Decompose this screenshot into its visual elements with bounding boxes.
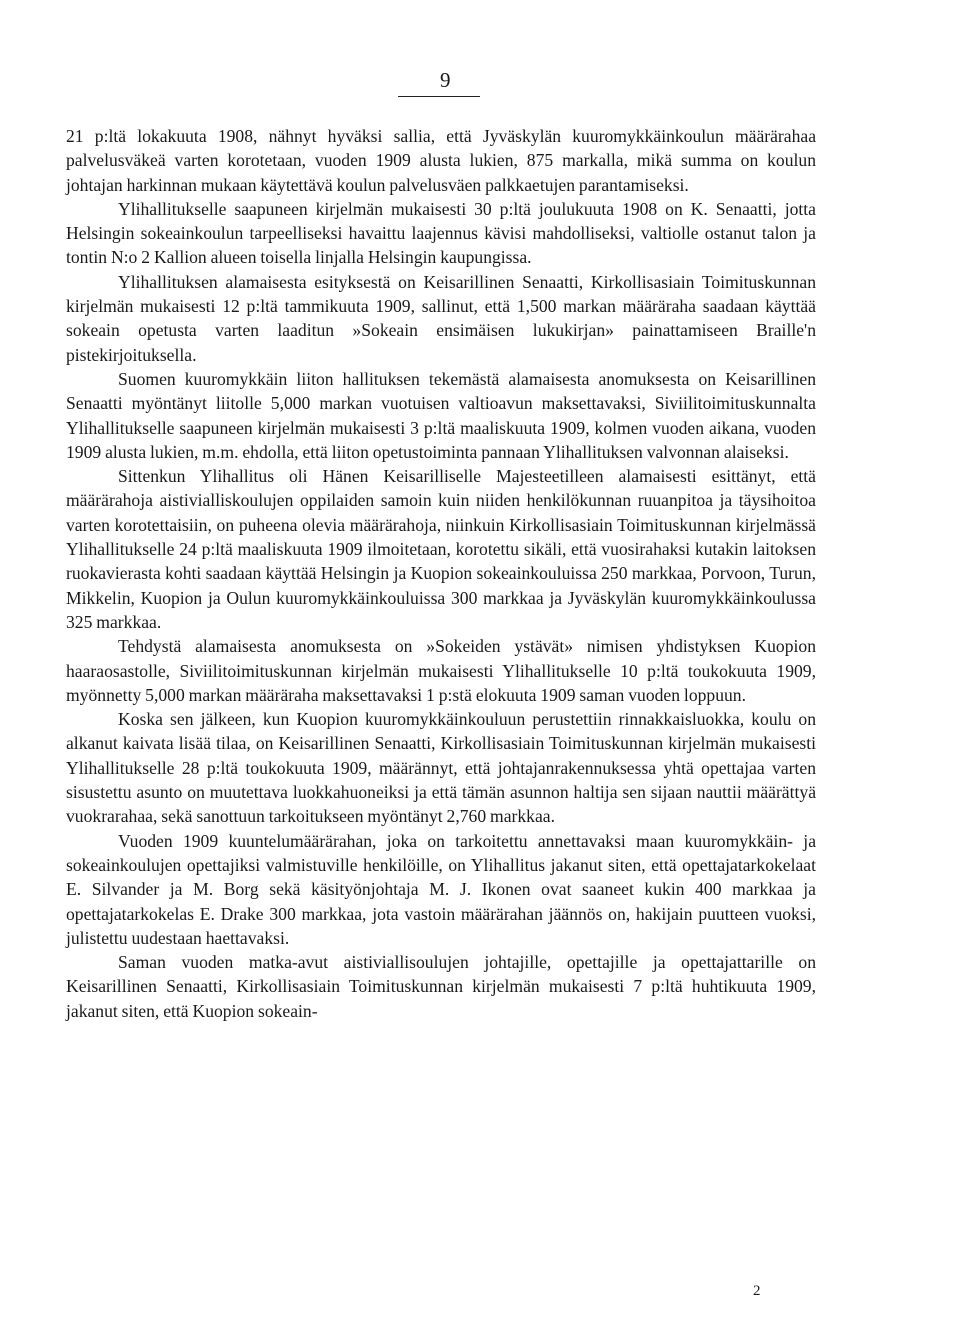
paragraph-5: Sittenkun Ylihallitus oli Hänen Keisarilliselle Majesteetilleen alamaisesti esittänyt, että määrärahoja aistivialliskoulujen oppilaiden samoin kuin niiden henkilökunnan ruuanpitoa ja täysihoitoa varten korotettaisiin, on puheena olevia määrärahoja, niinkuin Kirkollisasiain Toimituskunnan kirjelmässä Ylihallitukselle 24 p:ltä maaliskuuta 1909 ilmoitetaan, korotettu sikäli, että vuosirahaksi kutakin laitoksen ruokavierasta kohti saadaan käyttää Helsingin ja Kuopion sokeainkouluissa 250 markkaa, Porvoon, Turun, Mikkelin, Kuopion ja Oulun kuuromykkäinkouluissa 300 markkaa ja Jyväskylän kuuromykkäinkoulussa 325 markkaa. bbox=[66, 466, 816, 632]
paragraph-1: 21 p:ltä lokakuuta 1908, nähnyt hyväksi sallia, että Jyväskylän kuuromykkäinkoulun määrärahaa palvelusväkeä varten korotetaan, vuoden 1909 alusta lukien, 875 markalla, mikä summa on koulun johtajan harkinnan mukaan käytettävä koulun palvelusväen palkkaetujen parantamiseksi. bbox=[66, 126, 816, 195]
header-rule bbox=[398, 96, 480, 97]
paragraph-4: Suomen kuuromykkäin liiton hallituksen tekemästä alamaisesta anomuksesta on Keisarillinen Senaatti myöntänyt liitolle 5,000 markan vuotuisen valtioavun maksettavaksi, Siviilitoimituskunnalta Ylihallitukselle saapuneen kirjelmän mukaisesti 3 p:ltä maaliskuuta 1909, kolmen vuoden aikana, vuoden 1909 alusta lukien, m.m. ehdolla, että liiton opetustoiminta pannaan Ylihallituksen valvonnan alaiseksi. bbox=[66, 368, 816, 462]
signature-mark: 2 bbox=[753, 1283, 761, 1299]
paragraph-8: Vuoden 1909 kuuntelumäärärahan, joka on tarkoitettu annettavaksi maan kuuromykkäin- ja sokeainkoulujen opettajiksi valmistuville henkilöille, on Ylihallitus jakanut siten, että opettajatarkokelaat E. Silvander ja M. Borg sekä käsityönjohtaja M. J. Ikonen ovat saaneet kukin 400 markkaa ja opettajatarkokelas E. Drake 300 markkaa, jota vastoin määrärahan jäännös on, hakijain puutteen vuoksi, julistettu uudestaan haettavaksi. bbox=[66, 830, 816, 948]
paragraph-3: Ylihallituksen alamaisesta esityksestä on Keisarillinen Senaatti, Kirkollisasiain Toimituskunnan kirjelmän mukaisesti 12 p:ltä tammikuuta 1909, sallinut, että 1,500 markan määräraha saadaan käyttää sokeain opetusta varten laaditun »Sokeain ensimäisen lukukirjan» painattamiseen Braille'n pistekirjoituksella. bbox=[66, 271, 816, 365]
document-body bbox=[66, 124, 816, 1023]
paragraph-7: Koska sen jälkeen, kun Kuopion kuuromykkäinkouluun perustettiin rinnakkaisluokka, koulu on alkanut kaivata lisää tilaa, on Keisarillinen Senaatti, Kirkollisasiain Toimituskunnan kirjelmän mukaisesti Ylihallitukselle 28 p:ltä toukokuuta 1909, määrännyt, että johtajanrakennuksessa yhtä opettajaa varten sisustettu asunto on muutettava luokkahuoneiksi ja että tämän asunnon haltija sen sijaan nauttii määrättyä vuokrarahaa, sekä sanottuun tarkoitukseen myöntänyt 2,760 markkaa. bbox=[66, 709, 816, 827]
page-number: 9 bbox=[440, 68, 451, 92]
paragraph-2: Ylihallitukselle saapuneen kirjelmän mukaisesti 30 p:ltä joulukuuta 1908 on K. Senaatti, jotta Helsingin sokeainkoulun tarpeelliseksi havaittu laajennus kävisi mahdolliseksi, valtiolle ostanut talon ja tontin N:o 2 Kallion alueen toisella linjalla Helsingin kaupungissa. bbox=[66, 198, 816, 268]
paragraph-9: Saman vuoden matka-avut aistiviallisoulujen johtajille, opettajille ja opettajattarille on Keisarillinen Senaatti, Kirkollisasiain Toimituskunnan kirjelmän mukaisesti 7 p:ltä huhtikuuta 1909, jakanut siten, että Kuopion sokeain- bbox=[66, 952, 816, 1021]
paragraph-6: Tehdystä alamaisesta anomuksesta on »Sokeiden ystävät» nimisen yhdistyksen Kuopion haaraosastolle, Siviilitoimituskunnan kirjelmän mukaisesti Ylihallitukselle 10 p:ltä toukokuuta 1909, myönnetty 5,000 markan määräraha maksettavaksi 1 p:stä elokuuta 1909 saman vuoden loppuun. bbox=[66, 636, 816, 705]
